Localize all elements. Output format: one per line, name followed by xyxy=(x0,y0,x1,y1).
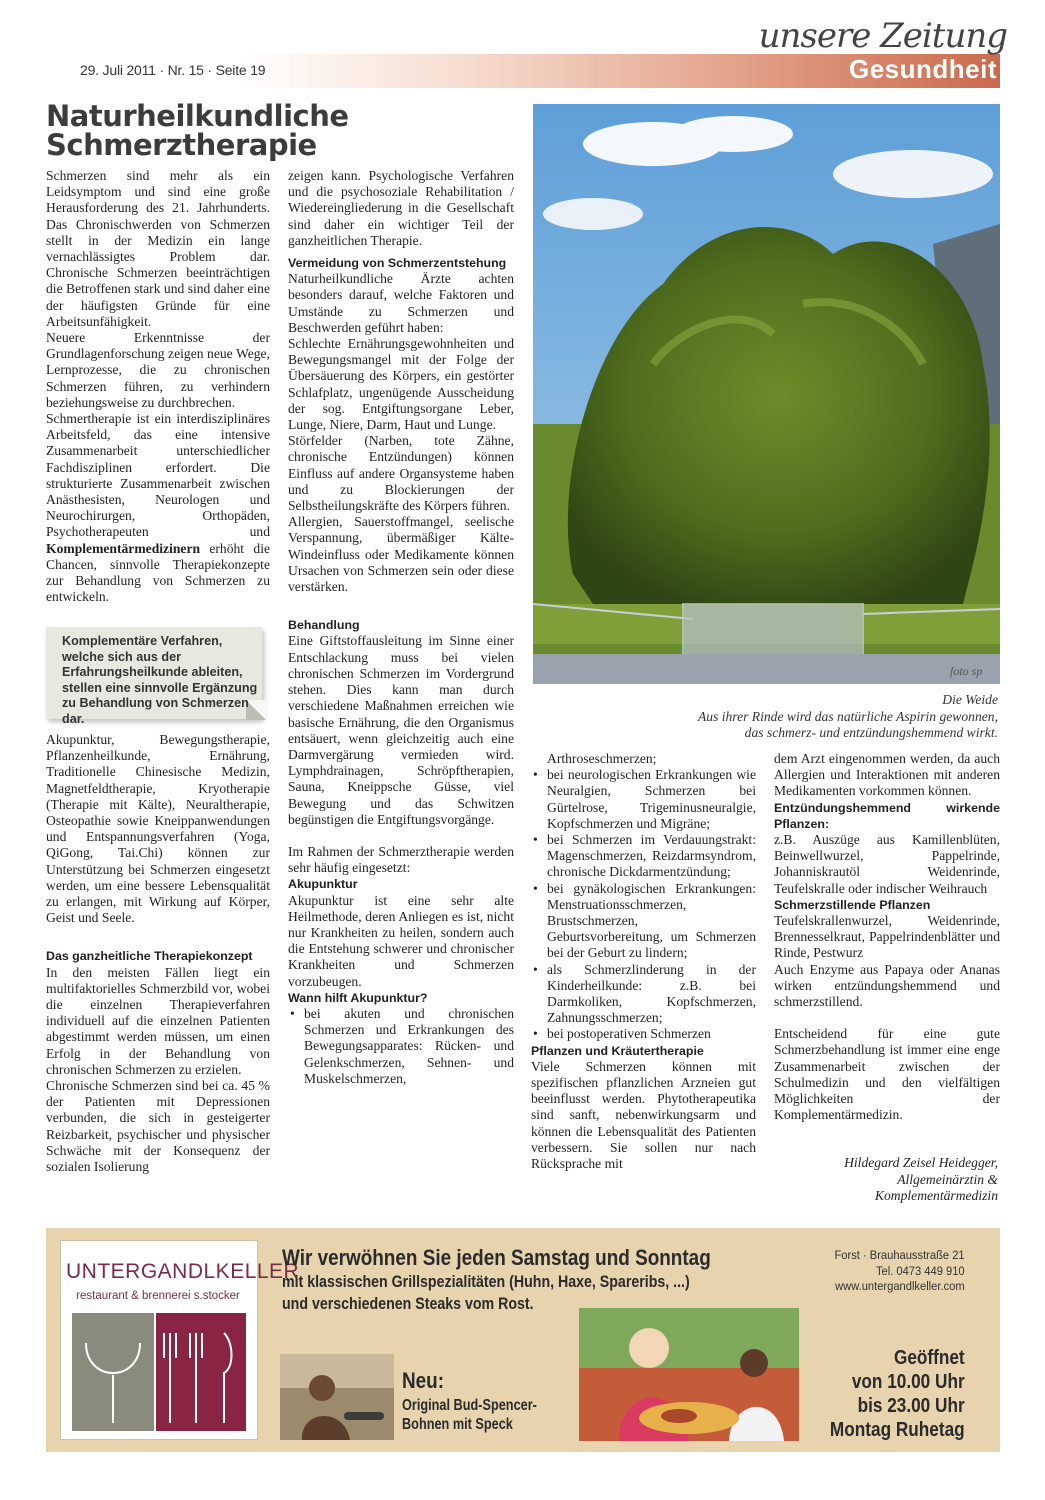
column-3 xyxy=(531,751,756,1172)
bud-spencer-photo xyxy=(280,1354,394,1440)
opening-hours: Geöffnet von 10.00 Uhr bis 23.00 Uhr Montag Ruhetag xyxy=(830,1347,965,1441)
caption-line: das schmerz- und entzündungshemmend wirkt. xyxy=(744,725,998,740)
photo-credit: foto sp xyxy=(950,664,983,678)
ad-line: mit klassischen Grillspezialitäten (Huhn, Haxe, Spareribs, ...) xyxy=(282,1273,690,1291)
paragraph: Schlechte Ernährungsgewohnheiten und Bewegungsmangel mit der Folge der Übersäuerung des Körpers, ein gestörter Schlafplatz, ungenügende Ausscheidung der sog. Entgiftungsorgane Leber, Lunge, Niere, Darm, Haut und Lunge. xyxy=(288,336,514,433)
photo-caption xyxy=(568,692,998,742)
article-title xyxy=(46,99,506,162)
article-title-line2: Schmerztherapie xyxy=(46,128,317,162)
ad-contact xyxy=(835,1248,965,1295)
subheading: Behandlung xyxy=(288,618,360,633)
ad-headline: Wir verwöhnen Sie jeden Samstag und Sonntag xyxy=(282,1245,711,1270)
author-line: Hildegard Zeisel Heidegger, xyxy=(844,1155,998,1170)
list-item: • bei postoperativen Schmerzen xyxy=(531,1026,756,1042)
paragraph: Schmerzen sind mehr als ein Leidsymptom und sind eine große Herausforderung des 21. Jahrhunderts. Das Chronischwerden von Schmerzen stellt in der Medizin ein lange vernachlässigtes Problem dar. Chronische Schmerzen beeinträchtigen die Betroffenen stark und sind daher eine der häufigsten Gründe für eine Arbeitsunfähigkeit. xyxy=(46,168,270,329)
paragraph: Entscheidend für eine gute Schmerzbehandlung ist immer eine enge Zusammenarbeit zwischen der Schulmedizin und den vielfältigen Möglichkeiten der Komplementärmedizin. xyxy=(774,1026,1000,1123)
paragraph: Im Rahmen der Schmerztherapie werden sehr häufig eingesetzt: xyxy=(288,843,514,876)
bullet-list xyxy=(531,767,756,1042)
column-4 xyxy=(774,751,1000,1123)
address: Forst · Brauhausstraße 21 xyxy=(834,1248,965,1262)
paragraph: Teufelskrallenwurzel, Weidenrinde, Brennesselkraut, Pappelrindenblätter und Rinde, Pestwurz xyxy=(774,913,1000,961)
subheading: Akupunktur xyxy=(288,877,358,892)
paragraph: zeigen kann. Psychologische Verfahren und die psychosoziale Rehabilitation / Wiedereingliederung in die Gesellschaft sind daher ein wichtiger Teil der ganzheitlichen Therapie. xyxy=(288,168,514,248)
bullet-list xyxy=(288,1006,514,1087)
subheading: Entzündungshemmend wirkende Pflanzen: xyxy=(774,800,1000,831)
paragraph: Naturheilkundliche Ärzte achten besonders darauf, welche Faktoren und Umstände zu Schmerzen und Beschwerden geführt haben: xyxy=(288,271,514,335)
subheading: Pflanzen und Kräutertherapie xyxy=(531,1043,704,1058)
caption-line: Die Weide xyxy=(942,692,998,707)
paragraph: Allergien, Sauerstoffmangel, seelische Verspannung, übermäßiger Kälte-Windeinfluss oder Medikamente können Ursachen von Schmerzen sein oder diese verstärken. xyxy=(288,514,514,595)
ad-new-item: Original Bud-Spencer- Bohnen mit Speck xyxy=(402,1397,537,1433)
newspaper-brand: unsere Zeitung xyxy=(758,16,1007,56)
subheading: Das ganzheitliche Therapiekonzept xyxy=(46,949,253,964)
paragraph: In den meisten Fällen liegt ein multifaktorielles Schmerzbild vor, wobei die einzelnen Therapieverfahren individuell auf die einzelnen Patienten abgestimmt werden müssen, um einen Erfolg in der Behandlung von chronischen Schmerzen zu erzielen. xyxy=(46,964,270,1077)
cutlery-icon xyxy=(156,1313,246,1431)
issue-date-line: 29. Juli 2011 · Nr. 15 · Seite 19 xyxy=(80,62,266,78)
restaurant-logo-name: UNTERGANDLKELLER xyxy=(66,1260,300,1283)
paragraph: Viele Schmerzen können mit spezifischen pflanzlichen Arzneien gut beeinflusst werden. Phytotherapeutika sind sanft, nebenwirkungsarm und können die Lebensqualität des Patienten verbessern. Sie sollen nur nach Rücksprache mit xyxy=(531,1058,756,1172)
pull-quote-text: Komplementäre Verfahren, welche sich aus der Erfahrungsheilkunde ableiten, stellen eine sinnvolle Ergänzung zu Behandlung von Schmerzen dar. xyxy=(62,634,258,726)
list-item: • bei neurologischen Erkrankungen wie Neuralgien, Schmerzen bei Gürtelrose, Trigeminusneuralgie, Kopfschmerzen und Migräne; xyxy=(531,767,756,832)
paragraph: Akupunktur, Bewegungstherapie, Pflanzenheilkunde, Ernährung, Traditionelle Chinesische Medizin, Magnetfeldtherapie, Kryotherapie (Therapie mit Kälte), Neuraltherapie, Osteopathie sowie Kneippanwendungen und Entspannungsverfahren (Yoga, QiGong, Tai.Chi) können zur Unterstützung bei Schmerzen eingesetzt werden, um eine bessere Lebensqualität zu erlangen, mit Wirkung auf Körper, Geist und Seele. xyxy=(46,732,270,926)
author-line: Allgemeinärztin & xyxy=(897,1171,998,1187)
author-line: Komplementärmedizin xyxy=(874,1188,998,1203)
paragraph: Auch Enzyme aus Papaya oder Ananas wirken entzündungshemmend und schmerzstillend. xyxy=(774,961,1000,1010)
list-item: • bei akuten und chronischen Schmerzen und Erkrankungen des Bewegungsapparates: Rücken- und Gelenkschmerzen, Sehnen- und Muskelschmerzen, xyxy=(288,1006,514,1087)
list-item: • bei Schmerzen im Verdauungstrakt: Magenschmerzen, Reizdarmsyndrom, chronische Dickdarmentzündung; xyxy=(531,832,756,881)
column-1-top xyxy=(46,168,270,605)
subheading: Wann hilft Akupunktur? xyxy=(288,990,428,1005)
paragraph: dem Arzt eingenommen werden, da auch Allergien und Interaktionen mit anderen Medikamenten vorkommen können. xyxy=(774,751,1000,799)
paragraph: Chronische Schmerzen sind bei ca. 45 % der Patienten mit Depressionen verbunden, die sich in gesteigerter Reizbarkeit, psychischer und physischer Schwäche mit der Konsequenz der sozialen Isolierung xyxy=(46,1078,270,1175)
column-2 xyxy=(288,168,514,1087)
subheading: Vermeidung von Schmerzentstehung xyxy=(288,256,507,271)
ad-new-label: Neu: xyxy=(402,1368,445,1393)
paragraph: Schmertherapie ist ein interdisziplinäres Arbeitsfeld, das eine intensive Zusammenarbeit unterschiedlicher Fachdisziplinen erfordert. Die strukturierte Zusammenarbeit zwischen Anästhesisten, Neurologen und Neurochirurgen, Orthopäden, Psychotherapeuten und Komplementärmedizinern erhöht die Chancen, sinnvolle Therapiekonzepte zur Behandlung von Schmerzen zu entwickeln. xyxy=(46,411,270,605)
ad-line: und verschiedenen Steaks vom Rost. xyxy=(282,1295,534,1313)
section-title: Gesundheit xyxy=(848,54,997,84)
caption-line: Aus ihrer Rinde wird das natürliche Aspirin gewonnen, xyxy=(697,708,998,724)
phone: Tel. 0473 449 910 xyxy=(876,1263,965,1278)
website: www.untergandlkeller.com xyxy=(835,1279,965,1293)
grill-food-photo xyxy=(579,1308,799,1441)
column-1-bottom xyxy=(46,732,270,1175)
restaurant-logo-subtitle: restaurant & brennerei s.stocker xyxy=(76,1290,240,1302)
list-item: • bei gynäkologischen Erkrankungen: Menstruationsschmerzen, Brustschmerzen, Geburtsvorbereitung, um Schmerzen bei der Geburt zu lindern; xyxy=(531,881,756,962)
list-item: • als Schmerzlinderung in der Kinderheilkunde: z.B. bei Darmkoliken, Kopfschmerzen, Zahnungsschmerzen; xyxy=(531,962,756,1027)
subheading: Schmerzstillende Pflanzen xyxy=(774,897,931,912)
paragraph: Akupunktur ist eine sehr alte Heilmethode, deren Anliegen es ist, nicht nur Krankheiten zu heilen, sondern auch die Entstehung schwerer und chronischer Krankheiten und Schmerzen vorzubeugen. xyxy=(288,892,514,989)
paragraph: Neuere Erkenntnisse der Grundlagenforschung zeigen neue Wege, Lernprozesse, die zu chronischen Schmerzen führen, zu verhindern beziehungsweise zu durchbrechen. xyxy=(46,330,270,410)
paragraph: Eine Giftstoffausleitung im Sinne einer Entschlackung muss bei vielen chronischen Schmerzen im Vordergrund stehen. Dies kann man durch verschiedene Maßnahmen erreichen wie basische Ernährung, die den Organismus entsäuert, wenn gleichzeitig auch eine Darmvergärung vermieden wird. Lymphdrainagen, Schröpftherapien, Sauna, Kneippsche Güsse, viel Bewegung und das Schwitzen begünstigen die Entgiftungsvorgänge. xyxy=(288,633,514,827)
paragraph: Störfelder (Narben, tote Zähne, chronische Entzündungen) können Einfluss auf andere Organsysteme haben und zu Blockierungen der Selbstheilungskräfte des Körpers führen. xyxy=(288,433,514,514)
glass-icon xyxy=(72,1313,154,1431)
willow-tree-photo xyxy=(533,104,1000,684)
author-byline xyxy=(844,1155,998,1205)
article-title-line1: Naturheilkundliche xyxy=(46,99,349,133)
paragraph: Arthroseschmerzen; xyxy=(547,751,657,766)
paragraph: z.B. Auszüge aus Kamillenblüten, Beinwellwurzel, Pappelrinde, Johanniskrautöl Weidenrinde, Teufelskralle oder indischer Weihrauch xyxy=(774,832,1000,896)
